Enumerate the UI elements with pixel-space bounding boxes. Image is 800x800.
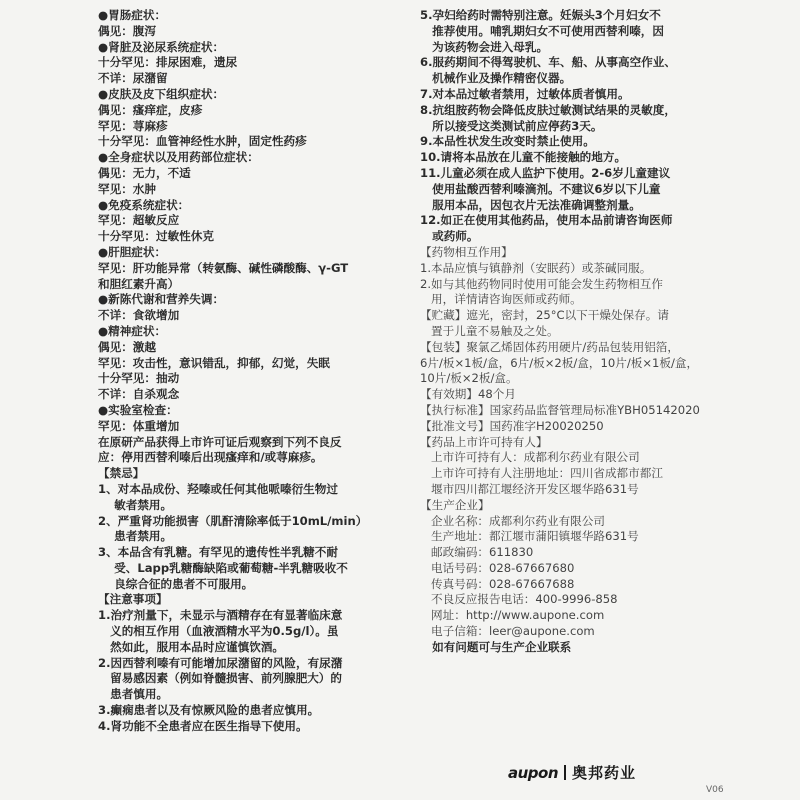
text-line: 罕见：超敏反应 xyxy=(98,213,180,228)
brand-logo: aupon xyxy=(508,763,559,782)
text-line: 所以接受这类测试前应停药3天。 xyxy=(420,118,603,133)
text-line: 应：停用西替利嗪后出现瘙痒和/或荨麻疹。 xyxy=(98,450,323,465)
text-line: 为该药物会进入母乳。 xyxy=(420,39,549,54)
text-line: 1.治疗剂量下，未显示与酒精存在有显著临床意 xyxy=(98,608,343,623)
text-line: ●全身症状以及用药部位症状： xyxy=(98,150,259,165)
brand-footer xyxy=(508,762,636,783)
text-line: 或药师。 xyxy=(420,229,479,244)
text-line: 偶见：瘙痒症，皮疹 xyxy=(98,102,203,117)
text-line: 6.服药期间不得驾驶机、车、船、从事高空作业、 xyxy=(420,55,676,70)
text-line: 电子信箱：leer@aupone.com xyxy=(420,624,595,639)
text-line: 8.抗组胺药物会降低皮肤过敏测试结果的灵敏度， xyxy=(420,102,676,117)
text-line: 偶见：激越 xyxy=(98,339,156,354)
text-line: 【禁忌】 xyxy=(98,466,145,481)
text-line: 服用本品，因包衣片无法准确调整剂量。 xyxy=(420,197,641,212)
text-line: 10片/板×2板/盒。 xyxy=(420,371,518,386)
text-line: ●皮肤及皮下组织症状： xyxy=(98,86,225,101)
text-line: 生产地址：都江堰市蒲阳镇堰华路631号 xyxy=(420,529,639,544)
text-line: 企业名称：成都利尔药业有限公司 xyxy=(420,513,605,528)
text-line: 1.本品应慎与镇静剂（安眠药）或茶碱同服。 xyxy=(420,260,652,275)
text-line: 不详：自杀观念 xyxy=(98,387,180,402)
text-line: 患者慎用。 xyxy=(98,687,169,702)
text-line: 【执行标准】国家药品监督管理局标准YBH05142020 xyxy=(420,402,700,417)
text-line: 堰市四川都江堰经济开发区堰华路631号 xyxy=(420,481,639,496)
text-line: 2.如与其他药物同时使用可能会发生药物相互作 xyxy=(420,276,663,291)
text-line: 留易感因素（例如脊髓损害、前列腺肥大）的 xyxy=(98,671,342,686)
text-line: 推荐使用。哺乳期妇女不可使用西替利嗪，因 xyxy=(420,23,664,38)
text-line: 电话号码：028-67667680 xyxy=(420,560,575,575)
text-line: 良综合征的患者不可服用。 xyxy=(98,576,254,591)
text-line: 3.癫痫患者以及有惊厥风险的患者应慎用。 xyxy=(98,703,320,718)
text-line: 然如此，服用本品时应谨慎饮酒。 xyxy=(98,639,285,654)
text-line: 偶见：无力，不适 xyxy=(98,165,191,180)
text-line: ●免疫系统症状： xyxy=(98,197,190,212)
text-line: 患者禁用。 xyxy=(98,529,173,544)
text-line: 3、本品含有乳糖。有罕见的遗传性半乳糖不耐 xyxy=(98,545,338,560)
text-line: 受、Lapp乳糖酶缺陷或葡萄糖-半乳糖吸收不 xyxy=(98,560,348,575)
text-line: ●胃肠症状： xyxy=(98,8,167,22)
brand-divider xyxy=(564,765,566,780)
text-line: 【包装】聚氯乙烯固体药用硬片/药品包装用铝箔， xyxy=(420,339,679,354)
text-line: 【生产企业】 xyxy=(420,497,490,512)
text-line: 偶见：腹泻 xyxy=(98,23,156,38)
text-line: 上市许可持有人注册地址：四川省成都市都江 xyxy=(420,466,663,481)
right-column xyxy=(420,8,720,656)
text-line: 6片/板×1板/盒，6片/板×2板/盒，10片/板×1板/盒， xyxy=(420,355,699,370)
page-number: V06 xyxy=(706,785,724,795)
text-line: 4.肾功能不全患者应在医生指导下使用。 xyxy=(98,718,308,733)
brand-name: 奥邦药业 xyxy=(572,764,637,782)
text-line: 罕见：体重增加 xyxy=(98,418,180,433)
text-line: 【批准文号】国药准字H20020250 xyxy=(420,418,604,433)
text-line: 在原研产品获得上市许可证后观察到下列不良反 xyxy=(98,434,342,449)
text-line: 和胆红素升高） xyxy=(98,276,180,291)
text-line: 十分罕见：抽动 xyxy=(98,371,180,386)
text-line: ●精神症状： xyxy=(98,323,167,338)
text-line: 敏者禁用。 xyxy=(98,497,173,512)
text-line: 【注意事项】 xyxy=(98,592,168,607)
text-line: 十分罕见：排尿困难，遗尿 xyxy=(98,55,238,70)
text-line: 如有问题可与生产企业联系 xyxy=(420,639,572,654)
text-line: 十分罕见：过敏性休克 xyxy=(98,229,214,244)
text-line: 置于儿童不易触及之处。 xyxy=(420,323,559,338)
text-line: ●肾脏及泌尿系统症状： xyxy=(98,39,225,54)
text-line: 9.本品性状发生改变时禁止使用。 xyxy=(420,134,595,149)
text-line: 11.儿童必须在成人监护下使用。2-6岁儿童建议 xyxy=(420,165,671,180)
text-line: 7.对本品过敏者禁用，过敏体质者慎用。 xyxy=(420,86,630,101)
text-line: 义的相互作用（血液酒精水平为0.5g/l）。虽 xyxy=(98,624,339,639)
text-line: ●新陈代谢和营养失调： xyxy=(98,292,225,307)
text-line: 传真号码：028-67667688 xyxy=(420,576,575,591)
text-line: 【药物相互作用】 xyxy=(420,244,513,259)
text-line: 十分罕见：血管神经性水肿，固定性药疹 xyxy=(98,134,307,149)
text-line: 【贮藏】遮光，密封，25°C以下干燥处保存。请 xyxy=(420,308,669,323)
text-line: ●实验室检查： xyxy=(98,402,178,417)
text-line: 1、对本品成份、羟嗪或任何其他哌嗪衍生物过 xyxy=(98,481,338,496)
text-line: 【药品上市许可持有人】 xyxy=(420,434,548,449)
text-line: 【有效期】48个月 xyxy=(420,387,516,402)
text-line: 用，详情请咨询医师或药师。 xyxy=(420,292,582,307)
text-line: 12.如正在使用其他药品，使用本品前请咨询医师 xyxy=(420,213,673,228)
text-line: 2.因西替利嗪有可能增加尿潴留的风险，有尿潴 xyxy=(98,655,343,670)
text-line: 罕见：荨麻疹 xyxy=(98,118,168,133)
text-line: 罕见：肝功能异常（转氨酶、碱性磷酸酶、γ-GT xyxy=(98,260,349,275)
text-line: 罕见：水肿 xyxy=(98,181,156,196)
text-line: 不良反应报告电话：400-9996-858 xyxy=(420,592,618,607)
text-line: 不详：食欲增加 xyxy=(98,308,180,323)
text-line: 邮政编码：611830 xyxy=(420,545,534,560)
text-line: 2、严重肾功能损害（肌酐清除率低于10mL/min） xyxy=(98,513,368,528)
text-line: 网址：http://www.aupone.com xyxy=(420,608,605,623)
text-line: ●肝胆症状： xyxy=(98,244,167,259)
text-line: 使用盐酸西替利嗪滴剂。不建议6岁以下儿童 xyxy=(420,181,661,196)
text-line: 5.孕妇给药时需特别注意。妊娠头3个月妇女不 xyxy=(420,8,661,22)
left-column xyxy=(98,8,398,735)
text-line: 10.请将本品放在儿童不能接触的地方。 xyxy=(420,150,627,165)
text-line: 上市许可持有人：成都利尔药业有限公司 xyxy=(420,450,640,465)
text-line: 罕见：攻击性，意识错乱，抑郁，幻觉，失眠 xyxy=(98,355,330,370)
text-line: 不详：尿潴留 xyxy=(98,71,168,86)
text-line: 机械作业及操作精密仪器。 xyxy=(420,71,572,86)
